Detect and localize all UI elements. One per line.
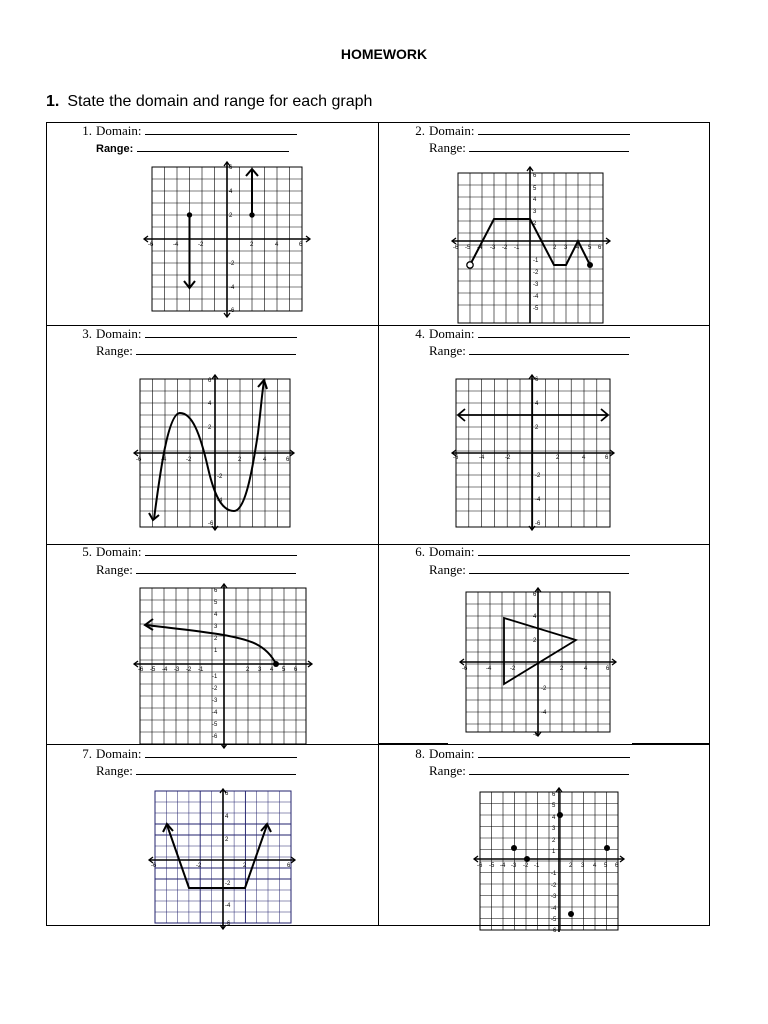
problem-3-range: Range: (96, 343, 296, 359)
problem-1-domain: 1. Domain: (72, 123, 297, 139)
svg-text:-1: -1 (198, 667, 204, 673)
svg-text:4: 4 (214, 612, 218, 618)
svg-text:2: 2 (246, 667, 250, 673)
svg-text:-5: -5 (465, 245, 471, 251)
svg-text:-2: -2 (198, 242, 204, 248)
svg-text:6: 6 (287, 863, 291, 869)
problem-5-range: Range: (96, 562, 296, 578)
svg-text:-2: -2 (186, 457, 192, 463)
graph-1 (140, 160, 320, 320)
svg-text:4: 4 (263, 457, 267, 463)
svg-text:-4: -4 (551, 906, 557, 912)
problem-5-domain: 5. Domain: (72, 544, 297, 560)
svg-text:-1: -1 (212, 674, 218, 680)
svg-text:-1: -1 (514, 245, 520, 251)
problem-7-range: Range: (96, 763, 296, 779)
svg-text:-6: -6 (208, 521, 214, 527)
problem-2-domain: 2. Domain: (405, 123, 630, 139)
svg-text:-2: -2 (535, 473, 541, 479)
svg-text:6: 6 (533, 173, 537, 179)
svg-text:6: 6 (552, 792, 556, 798)
page-rule (322, 925, 378, 926)
domain-answer-blank[interactable] (145, 124, 297, 135)
column-divider (378, 123, 379, 925)
svg-text:4: 4 (225, 814, 229, 820)
svg-text:6: 6 (598, 245, 602, 251)
svg-text:-3: -3 (533, 282, 539, 288)
svg-text:4: 4 (533, 197, 537, 203)
svg-text:6: 6 (605, 455, 609, 461)
svg-text:2: 2 (229, 213, 233, 219)
problem-4-range: Range: (429, 343, 629, 359)
page-rule (46, 925, 134, 926)
svg-text:-6: -6 (533, 732, 539, 738)
svg-text:-2: -2 (212, 686, 218, 692)
svg-text:4: 4 (582, 455, 586, 461)
svg-text:2: 2 (535, 425, 539, 431)
svg-text:6: 6 (225, 791, 229, 797)
svg-text:-5: -5 (150, 667, 156, 673)
svg-text:-2: -2 (186, 667, 192, 673)
problem-3-domain: 3. Domain: (72, 326, 297, 342)
problem-2-range: Range: (429, 140, 629, 156)
svg-text:5: 5 (588, 245, 592, 251)
domain-answer-blank[interactable] (145, 327, 297, 338)
svg-text:4: 4 (270, 667, 274, 673)
svg-text:-2: -2 (505, 455, 511, 461)
range-answer-blank[interactable] (469, 141, 629, 152)
svg-text:-2: -2 (502, 245, 508, 251)
svg-text:6: 6 (535, 377, 539, 383)
svg-text:1: 1 (552, 849, 556, 855)
domain-answer-blank[interactable] (478, 747, 630, 758)
svg-text:-6: -6 (535, 521, 541, 527)
svg-text:-4: -4 (217, 498, 223, 504)
svg-text:6: 6 (533, 592, 537, 598)
problem-4-domain: 4. Domain: (405, 326, 630, 342)
svg-text:-6: -6 (462, 666, 468, 672)
svg-text:4: 4 (584, 666, 588, 672)
svg-text:-6: -6 (138, 667, 144, 673)
problem-7-domain: 7. Domain: (72, 746, 297, 762)
svg-text:-3: -3 (490, 245, 496, 251)
svg-text:3: 3 (581, 863, 585, 869)
svg-text:-4: -4 (225, 903, 231, 909)
svg-text:-6: -6 (477, 863, 483, 869)
problem-8-domain: 8. Domain: (405, 746, 630, 762)
svg-text:3: 3 (258, 667, 262, 673)
range-answer-blank[interactable] (137, 141, 289, 152)
svg-text:5: 5 (214, 600, 218, 606)
svg-text:-2: -2 (217, 474, 223, 480)
svg-text:-6: -6 (212, 734, 218, 740)
svg-text:-6: -6 (229, 308, 235, 314)
svg-text:2: 2 (533, 638, 537, 644)
svg-text:5: 5 (604, 863, 608, 869)
svg-text:-6: -6 (148, 242, 154, 248)
svg-text:-1: -1 (534, 863, 540, 869)
question-number: 1. (46, 93, 60, 110)
graph-2 (450, 165, 620, 325)
graph-3 (130, 373, 300, 533)
svg-text:-2: -2 (541, 686, 547, 692)
range-answer-blank[interactable] (136, 764, 296, 775)
svg-text:2: 2 (208, 425, 212, 431)
svg-text:-6: -6 (453, 245, 459, 251)
svg-text:-4: -4 (162, 667, 168, 673)
svg-text:-4: -4 (541, 710, 547, 716)
range-answer-blank[interactable] (469, 563, 629, 574)
svg-text:4: 4 (552, 815, 556, 821)
svg-text:6: 6 (299, 242, 303, 248)
svg-text:2: 2 (560, 666, 564, 672)
svg-text:2: 2 (569, 863, 573, 869)
graph-8 (470, 786, 630, 934)
svg-text:-3: -3 (511, 863, 517, 869)
svg-text:2: 2 (238, 457, 242, 463)
svg-text:-4: -4 (212, 710, 218, 716)
graph-4 (450, 373, 620, 533)
svg-text:-4: -4 (533, 294, 539, 300)
graph-5 (126, 582, 316, 750)
svg-text:-6: -6 (551, 928, 557, 934)
svg-text:6: 6 (208, 378, 212, 384)
svg-text:-5: -5 (551, 917, 557, 923)
svg-text:3: 3 (214, 624, 218, 630)
svg-text:-6: -6 (136, 457, 142, 463)
svg-text:2: 2 (553, 245, 557, 251)
problem-8-range: Range: (429, 763, 629, 779)
svg-text:4: 4 (593, 863, 597, 869)
svg-text:-3: -3 (551, 894, 557, 900)
svg-text:-5: -5 (533, 306, 539, 312)
svg-text:5: 5 (533, 186, 537, 192)
svg-text:-4: -4 (161, 457, 167, 463)
question-heading (46, 93, 372, 111)
svg-text:3: 3 (533, 209, 537, 215)
svg-text:-2: -2 (533, 270, 539, 276)
svg-text:4: 4 (229, 189, 233, 195)
svg-text:2: 2 (225, 837, 229, 843)
svg-text:-2: -2 (510, 666, 516, 672)
svg-text:-4: -4 (535, 497, 541, 503)
svg-text:6: 6 (214, 588, 218, 594)
page-rule (632, 743, 710, 744)
graph-7 (145, 787, 300, 932)
svg-text:3: 3 (564, 245, 568, 251)
svg-text:-4: -4 (486, 666, 492, 672)
svg-text:-3: -3 (174, 667, 180, 673)
svg-text:-3: -3 (212, 698, 218, 704)
svg-text:-1: -1 (551, 871, 557, 877)
problem-6-range: Range: (429, 562, 629, 578)
svg-text:2: 2 (533, 221, 537, 227)
svg-text:5: 5 (552, 803, 556, 809)
svg-text:-2: -2 (523, 863, 529, 869)
svg-text:-6: -6 (151, 863, 157, 869)
graph-6 (458, 586, 623, 741)
svg-text:-2: -2 (229, 261, 235, 267)
svg-text:4: 4 (576, 245, 580, 251)
svg-text:1: 1 (214, 648, 218, 654)
svg-text:6: 6 (229, 165, 233, 171)
svg-text:2: 2 (556, 455, 560, 461)
svg-text:-2: -2 (225, 881, 231, 887)
problem-6-domain: 6. Domain: (405, 544, 630, 560)
svg-text:-4: -4 (229, 285, 235, 291)
svg-text:4: 4 (535, 401, 539, 407)
range-answer-blank[interactable] (136, 344, 296, 355)
svg-text:5: 5 (282, 667, 286, 673)
svg-text:4: 4 (208, 401, 212, 407)
question-text: State the domain and range for each graph (67, 93, 373, 110)
svg-text:6: 6 (294, 667, 298, 673)
svg-text:4: 4 (275, 242, 279, 248)
range-answer-blank[interactable] (136, 563, 296, 574)
svg-text:4: 4 (533, 614, 537, 620)
svg-text:6: 6 (286, 457, 290, 463)
svg-text:-6: -6 (225, 921, 231, 927)
svg-text:2: 2 (243, 863, 247, 869)
svg-text:6: 6 (615, 863, 619, 869)
svg-text:-5: -5 (489, 863, 495, 869)
svg-text:-4: -4 (500, 863, 506, 869)
problem-1-range: Range: (96, 140, 289, 156)
range-answer-blank[interactable] (469, 764, 629, 775)
svg-text:6: 6 (606, 666, 610, 672)
svg-text:-4: -4 (479, 455, 485, 461)
page-title: HOMEWORK (340, 46, 428, 62)
svg-text:2: 2 (214, 636, 218, 642)
range-answer-blank[interactable] (469, 344, 629, 355)
svg-text:3: 3 (552, 826, 556, 832)
svg-text:-4: -4 (173, 242, 179, 248)
svg-text:-2: -2 (551, 883, 557, 889)
svg-text:2: 2 (552, 838, 556, 844)
domain-answer-blank[interactable] (478, 124, 630, 135)
domain-answer-blank[interactable] (478, 545, 630, 556)
domain-answer-blank[interactable] (145, 545, 297, 556)
page-rule (378, 743, 448, 744)
svg-text:-4: -4 (477, 245, 483, 251)
svg-text:-5: -5 (212, 722, 218, 728)
domain-answer-blank[interactable] (478, 327, 630, 338)
svg-text:-6: -6 (453, 455, 459, 461)
svg-text:-1: -1 (533, 258, 539, 264)
svg-text:-2: -2 (196, 863, 202, 869)
svg-text:2: 2 (250, 242, 254, 248)
